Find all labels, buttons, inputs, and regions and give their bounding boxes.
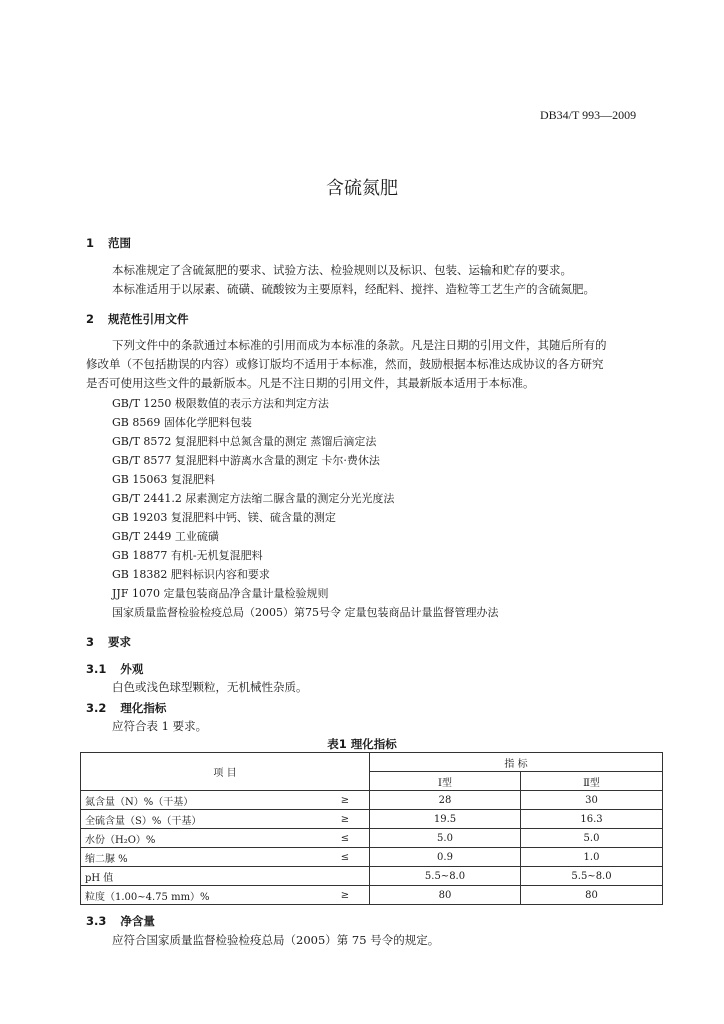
section-3-1-heading [86, 661, 143, 677]
row-value-type-1: 80 [370, 886, 521, 905]
section-2-intro-line-3: 是否可使用这些文件的最新版本。凡是不注日期的引用文件，其最新版本适用于本标准。 [86, 376, 535, 390]
section-1-title: 范围 [108, 236, 132, 250]
row-value-type-1: 5.5~8.0 [370, 867, 521, 886]
table-1-caption: 表1 理化指标 [327, 737, 397, 751]
header-type-2: Ⅱ型 [521, 772, 663, 791]
section-3-1-number: 3.1 [86, 662, 107, 676]
row-value-type-2: 30 [521, 791, 663, 810]
reference-item: GB 19203 复混肥料中钙、镁、硫含量的测定 [112, 511, 336, 524]
section-1-heading [86, 235, 131, 251]
section-1-para-1: 本标准规定了含硫氮肥的要求、试验方法、检验规则以及标识、包装、运输和贮存的要求。 [112, 263, 572, 277]
row-value-type-2: 5.0 [521, 829, 663, 848]
section-2-number: 2 [86, 312, 95, 326]
row-symbol: ≥ [321, 791, 370, 810]
row-name: 水份（H₂O）% [81, 829, 322, 848]
header-index: 指 标 [370, 753, 663, 772]
section-3-3-number: 3.3 [86, 914, 107, 928]
row-name: pH 值 [81, 867, 322, 886]
row-symbol: ≤ [321, 829, 370, 848]
reference-item: GB/T 2449 工业硫磺 [112, 530, 219, 543]
row-value-type-1: 19.5 [370, 810, 521, 829]
row-symbol: ≤ [321, 848, 370, 867]
section-3-1-title: 外观 [120, 662, 144, 676]
row-value-type-2: 1.0 [521, 848, 663, 867]
section-3-3-heading [86, 913, 155, 929]
section-3-2-heading [86, 700, 166, 716]
table-row [81, 810, 663, 829]
reference-item: GB/T 2441.2 尿素测定方法缩二脲含量的测定分光光度法 [112, 492, 395, 505]
section-3-number: 3 [86, 635, 95, 649]
row-value-type-1: 0.9 [370, 848, 521, 867]
section-3-2-text: 应符合表 1 要求。 [112, 719, 208, 733]
row-name: 氮含量（N）%（干基） [81, 791, 322, 810]
table-row [81, 791, 663, 810]
row-value-type-1: 28 [370, 791, 521, 810]
section-2-intro-line-2: 修改单（不包括勘误的内容）或修订版均不适用于本标准，然而，鼓励根据本标准达成协议的各方研究 [86, 357, 604, 371]
section-3-3-title: 净含量 [120, 914, 155, 928]
row-name: 缩二脲 % [81, 848, 322, 867]
table-row [81, 848, 663, 867]
physicochemical-spec-table [80, 752, 663, 905]
section-3-3-text: 应符合国家质量监督检验检疫总局（2005）第 75 号令的规定。 [112, 933, 440, 947]
table-header-row [81, 753, 663, 772]
row-value-type-2: 5.5~8.0 [521, 867, 663, 886]
row-value-type-1: 5.0 [370, 829, 521, 848]
table-row [81, 829, 663, 848]
reference-item: JJF 1070 定量包装商品净含量计量检验规则 [112, 587, 329, 600]
row-value-type-2: 80 [521, 886, 663, 905]
reference-item: GB 8569 固体化学肥料包装 [112, 416, 252, 429]
row-name: 粒度（1.00~4.75 mm）% [81, 886, 322, 905]
reference-item: GB 15063 复混肥料 [112, 473, 215, 486]
row-symbol: ≥ [321, 886, 370, 905]
section-3-title: 要求 [108, 635, 132, 649]
row-name: 全硫含量（S）%（干基） [81, 810, 322, 829]
row-symbol: ≥ [321, 810, 370, 829]
reference-item: GB/T 8577 复混肥料中游离水含量的测定 卡尔·费休法 [112, 454, 380, 467]
section-2-heading [86, 311, 189, 327]
document-title: 含硫氮肥 [326, 178, 398, 199]
section-3-2-title: 理化指标 [120, 701, 167, 715]
reference-item: GB/T 8572 复混肥料中总氮含量的测定 蒸馏后滴定法 [112, 435, 377, 448]
section-3-heading [86, 634, 131, 650]
reference-item: GB 18877 有机-无机复混肥料 [112, 549, 263, 562]
section-3-1-text: 白色或浅色球型颗粒，无机械性杂质。 [112, 680, 308, 694]
section-3-2-number: 3.2 [86, 701, 107, 715]
section-2-intro-line-1: 下列文件中的条款通过本标准的引用而成为本标准的条款。凡是注日期的引用文件，其随后所有的 [112, 338, 607, 352]
header-item: 项 目 [81, 753, 370, 791]
section-2-title: 规范性引用文件 [108, 312, 189, 326]
reference-item: 国家质量监督检验检疫总局（2005）第75号令 定量包装商品计量监督管理办法 [112, 606, 499, 619]
standard-code: DB34/T 993—2009 [540, 108, 637, 122]
reference-item: GB/T 1250 极限数值的表示方法和判定方法 [112, 397, 329, 410]
reference-item: GB 18382 肥料标识内容和要求 [112, 568, 270, 581]
section-1-para-2: 本标准适用于以尿素、硫磺、硫酸铵为主要原料，经配料、搅拌、造粒等工艺生产的含硫氮肥。 [112, 282, 595, 296]
table-row [81, 886, 663, 905]
header-type-1: Ⅰ型 [370, 772, 521, 791]
row-symbol [321, 867, 370, 886]
row-value-type-2: 16.3 [521, 810, 663, 829]
table-row [81, 867, 663, 886]
section-1-number: 1 [86, 236, 95, 250]
